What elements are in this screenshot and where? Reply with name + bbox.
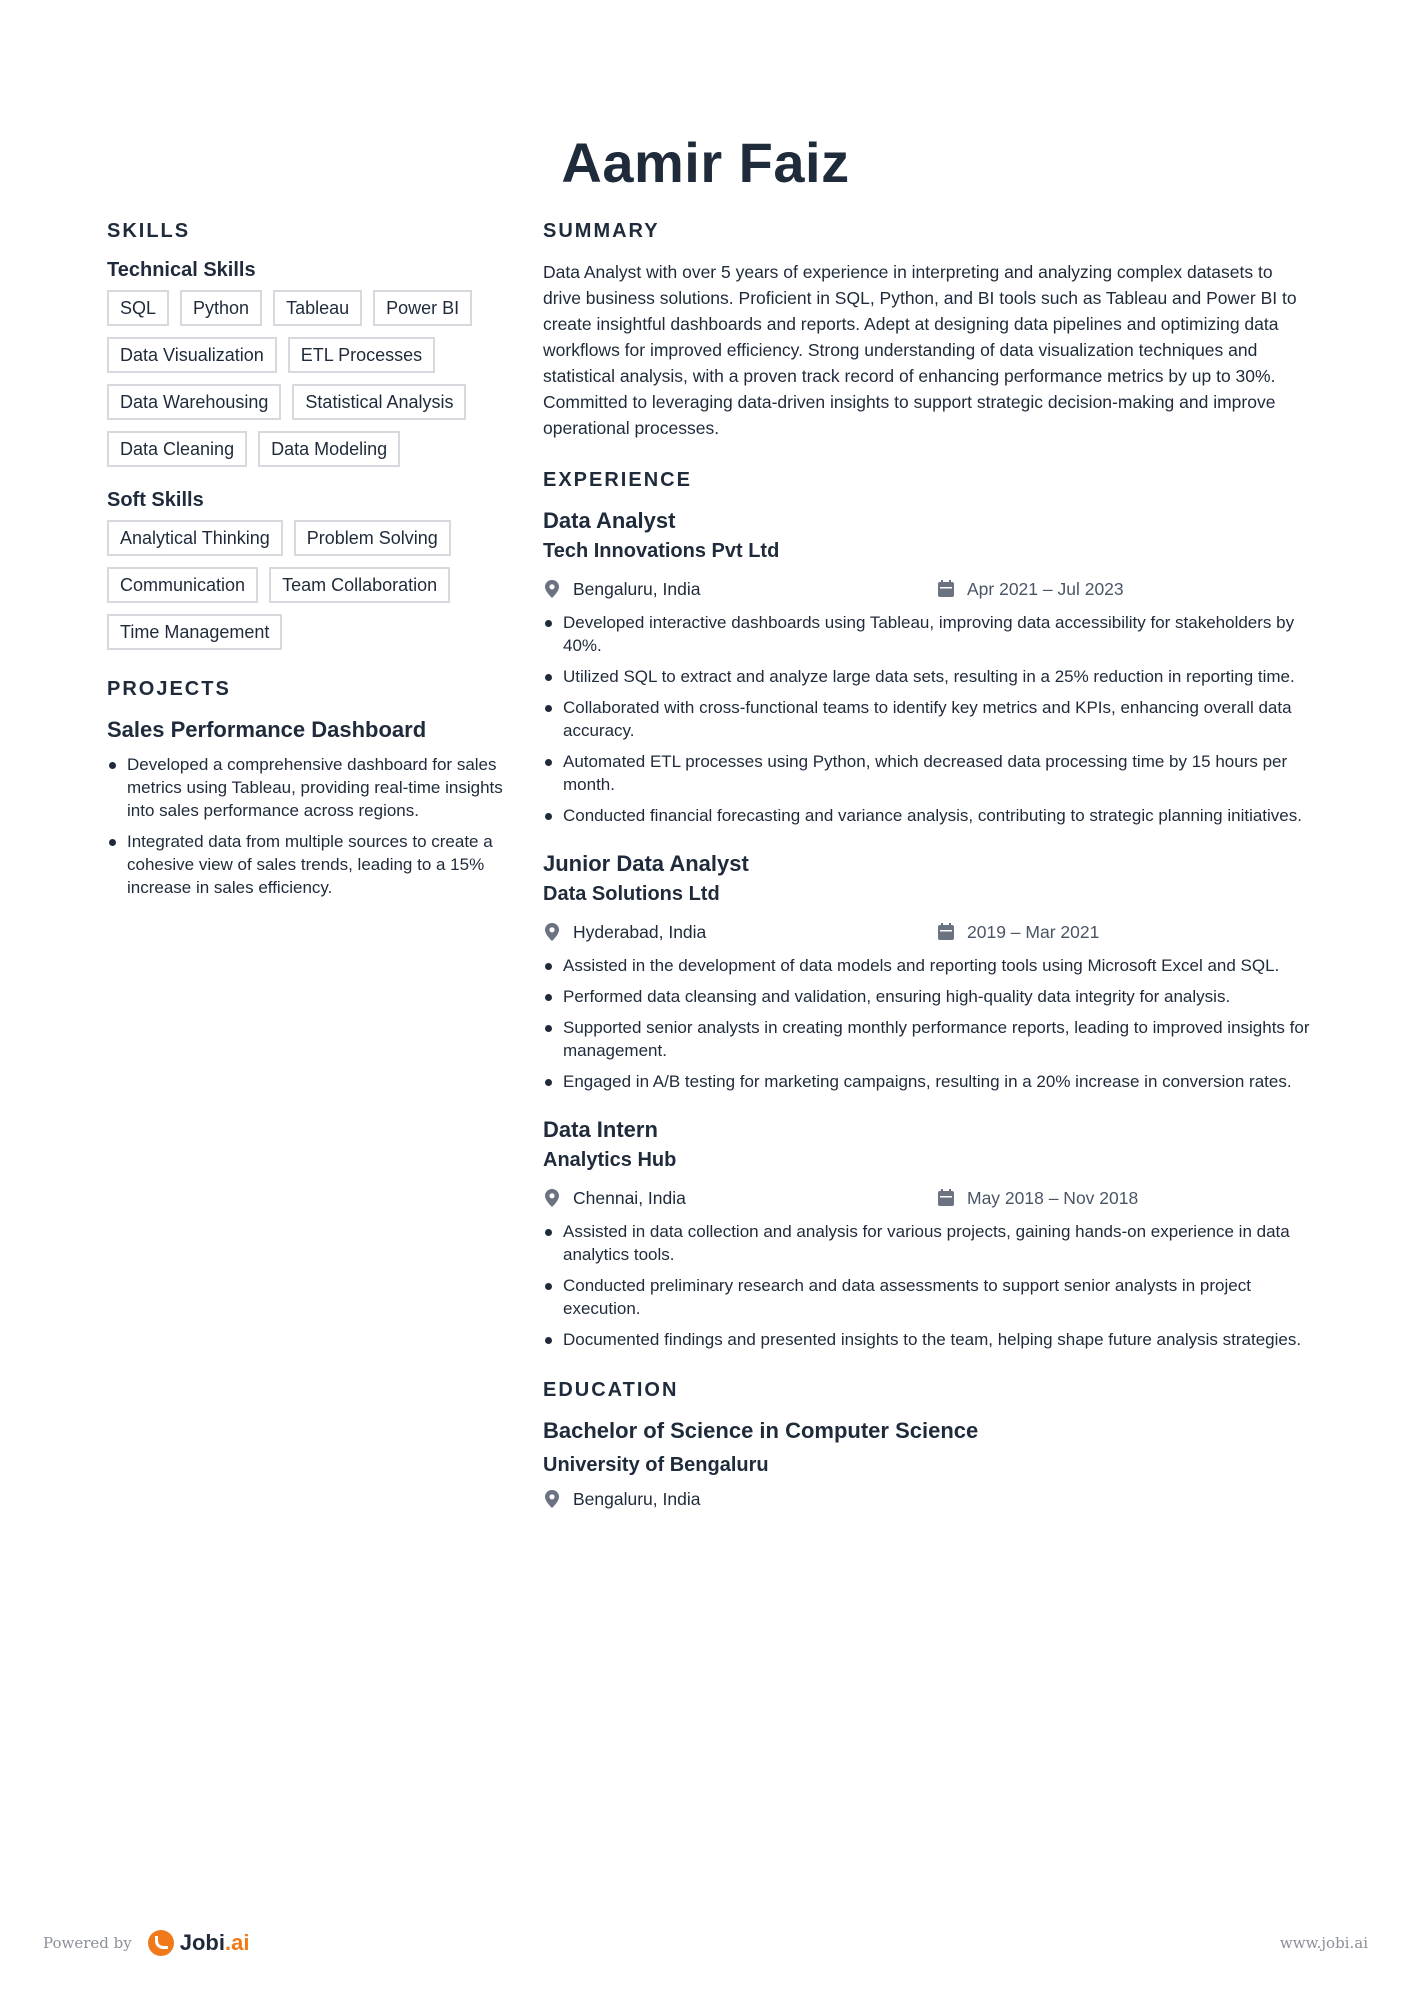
footer-url[interactable]: www.jobi.ai: [1279, 1934, 1368, 1952]
list-item: Assisted in data collection and analysis for various projects, gaining hands-on experience in data analytics tools.: [543, 1220, 1313, 1266]
list-item: Conducted financial forecasting and variance analysis, contributing to strategic planning initiatives.: [543, 804, 1313, 827]
job-location: [543, 579, 937, 600]
education-heading: EDUCATION: [543, 1379, 679, 1401]
dates-text: 2019 – Mar 2021: [967, 921, 1100, 942]
soft-skills-heading: Soft Skills: [107, 489, 204, 511]
skill-chip: Statistical Analysis: [292, 384, 466, 420]
jobi-brand: [180, 1930, 250, 1956]
skill-chip: ETL Processes: [288, 337, 435, 373]
job-entry: [543, 508, 1313, 827]
technical-skills-list: [107, 290, 517, 467]
skills-heading: SKILLS: [107, 220, 191, 242]
list-item: Utilized SQL to extract and analyze large data sets, resulting in a 25% reduction in reporting time.: [543, 665, 1313, 688]
summary-text: Data Analyst with over 5 years of experience in interpreting and analyzing complex datasets to drive business solutions. Proficient in SQL, Python, and BI tools such as Tableau and Power BI to create insightful dashboards and reports. Adept at designing data pipelines and optimizing data workflows for improved efficiency. Strong understanding of data visualization techniques and statistical analysis, with a proven track record of enhancing performance metrics by up to 30%. Committed to leveraging data-driven insights to support strategic decision-making and improve operational processes.: [543, 262, 1297, 438]
list-item: Performed data cleansing and validation, ensuring high-quality data integrity for analysis.: [543, 985, 1313, 1008]
summary-heading: SUMMARY: [543, 220, 660, 242]
job-entry: [543, 851, 1313, 1093]
school-name: University of Bengaluru: [543, 1454, 769, 1476]
experience-section: [543, 469, 1313, 1351]
jobi-logo-icon: [148, 1930, 174, 1956]
job-title: Data Analyst: [543, 508, 676, 533]
candidate-name: Aamir Faiz: [561, 131, 850, 194]
location-text: Bengaluru, India: [573, 578, 701, 599]
job-title: Data Intern: [543, 1117, 658, 1142]
skill-chip: Python: [180, 290, 262, 326]
job-dates: [937, 579, 1124, 600]
projects-section: [107, 678, 517, 899]
company-name: Analytics Hub: [543, 1149, 677, 1171]
map-pin-icon: [543, 1489, 561, 1509]
job-meta: [543, 1186, 1313, 1210]
job-bullets: [543, 611, 1313, 827]
list-item: Documented findings and presented insights to the team, helping shape future analysis strategies.: [543, 1328, 1313, 1351]
skill-chip: Problem Solving: [294, 520, 451, 556]
summary-section: [543, 220, 1313, 441]
map-pin-icon: [543, 579, 561, 599]
skill-chip: Communication: [107, 567, 258, 603]
list-item: Developed interactive dashboards using Tableau, improving data accessibility for stakeholders by 40%.: [543, 611, 1313, 657]
powered-by-text: Powered by: [43, 1934, 132, 1952]
experience-heading: EXPERIENCE: [543, 469, 692, 491]
dates-text: May 2018 – Nov 2018: [967, 1187, 1139, 1208]
technical-skills-heading: Technical Skills: [107, 259, 256, 281]
projects-heading: PROJECTS: [107, 678, 231, 700]
job-entry: [543, 1117, 1313, 1351]
education-section: [543, 1379, 1313, 1511]
list-item: Engaged in A/B testing for marketing campaigns, resulting in a 20% increase in conversion rates.: [543, 1070, 1313, 1093]
brand-main: Jobi: [179, 1930, 225, 1955]
list-item: Developed a comprehensive dashboard for sales metrics using Tableau, providing real-time insights into sales performance across regions.: [107, 753, 517, 822]
calendar-icon: [937, 922, 955, 942]
dates-text: Apr 2021 – Jul 2023: [967, 578, 1124, 599]
skills-section: [107, 220, 517, 650]
location-text: Hyderabad, India: [573, 921, 707, 942]
job-dates: [937, 1188, 1138, 1209]
location-text: Chennai, India: [573, 1187, 686, 1208]
company-name: Tech Innovations Pvt Ltd: [543, 540, 780, 562]
powered-by-footer: [43, 1930, 249, 1956]
degree-title: Bachelor of Science in Computer Science: [543, 1418, 979, 1443]
brand-suffix: .ai: [224, 1930, 250, 1955]
job-meta: [543, 920, 1313, 944]
list-item: Collaborated with cross-functional teams to identify key metrics and KPIs, enhancing overall data accuracy.: [543, 696, 1313, 742]
list-item: Conducted preliminary research and data assessments to support senior analysts in project execution.: [543, 1274, 1313, 1320]
skill-chip: Power BI: [373, 290, 472, 326]
job-dates: [937, 922, 1099, 943]
list-item: Supported senior analysts in creating monthly performance reports, leading to improved insights for management.: [543, 1016, 1313, 1062]
skill-chip: Data Warehousing: [107, 384, 281, 420]
job-location: [543, 1188, 937, 1209]
map-pin-icon: [543, 1188, 561, 1208]
location-text: Bengaluru, India: [573, 1488, 701, 1509]
education-meta: [543, 1487, 1313, 1511]
job-location: [543, 922, 937, 943]
company-name: Data Solutions Ltd: [543, 883, 720, 905]
list-item: Assisted in the development of data models and reporting tools using Microsoft Excel and SQL.: [543, 954, 1313, 977]
calendar-icon: [937, 1188, 955, 1208]
job-meta: [543, 577, 1313, 601]
job-bullets: [543, 1220, 1313, 1351]
project-bullets: [107, 753, 517, 899]
skill-chip: Time Management: [107, 614, 282, 650]
skill-chip: SQL: [107, 290, 169, 326]
skill-chip: Team Collaboration: [269, 567, 450, 603]
list-item: Integrated data from multiple sources to create a cohesive view of sales trends, leading to a 15% increase in sales efficiency.: [107, 830, 517, 899]
education-location: [543, 1489, 937, 1510]
job-title: Junior Data Analyst: [543, 851, 749, 876]
skill-chip: Analytical Thinking: [107, 520, 283, 556]
soft-skills-list: [107, 520, 517, 650]
right-column: [543, 220, 1313, 1539]
jobi-logo[interactable]: [148, 1930, 250, 1956]
list-item: Automated ETL processes using Python, which decreased data processing time by 15 hours per month.: [543, 750, 1313, 796]
map-pin-icon: [543, 922, 561, 942]
skill-chip: Tableau: [273, 290, 362, 326]
job-bullets: [543, 954, 1313, 1093]
skill-chip: Data Cleaning: [107, 431, 247, 467]
skill-chip: Data Modeling: [258, 431, 400, 467]
project-title: Sales Performance Dashboard: [107, 717, 427, 742]
calendar-icon: [937, 579, 955, 599]
left-column: [107, 220, 517, 927]
skill-chip: Data Visualization: [107, 337, 277, 373]
